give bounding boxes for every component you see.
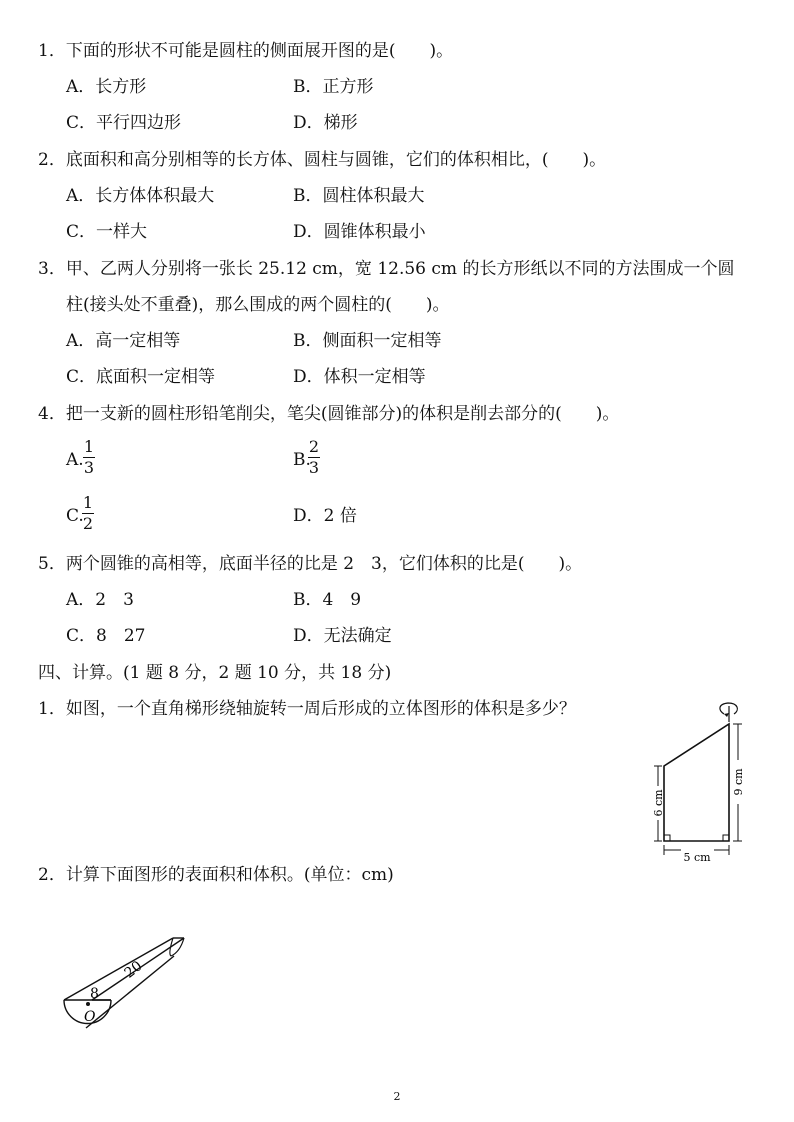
q4-option-a-prefix: A. <box>66 450 84 470</box>
q3-option-a: A．高一定相等 <box>66 331 181 351</box>
fraction-numerator: 1 <box>82 493 94 512</box>
arrowhead-icon <box>724 713 729 717</box>
q1-option-d: D．梯形 <box>293 113 358 133</box>
q5-option-b: B．4 9 <box>293 590 362 610</box>
center-label: O <box>84 1009 96 1025</box>
q5-option-c: C．8 27 <box>66 626 146 646</box>
fraction-numerator: 2 <box>308 437 320 456</box>
center-point <box>86 1002 90 1006</box>
fraction-denominator: 3 <box>308 458 320 477</box>
section4-q2: 2．计算下面图形的表面积和体积。(单位：cm) <box>38 865 394 885</box>
half-cylinder-figure <box>56 928 196 1033</box>
q2-option-a: A．长方体体积最大 <box>66 186 215 206</box>
q3-option-c: C．底面积一定相等 <box>66 367 216 387</box>
q4-option-d: D．2 倍 <box>293 506 357 526</box>
q4-stem: 4．把一支新的圆柱形铅笔削尖，笔尖(圆锥部分)的体积是削去部分的( )。 <box>38 404 620 424</box>
trapezoid-shape <box>664 724 729 841</box>
length-label: 20 <box>121 958 146 982</box>
q5-stem: 5．两个圆锥的高相等，底面半径的比是 2 3，它们体积的比是( )。 <box>38 554 583 574</box>
section4-q1: 1．如图，一个直角梯形绕轴旋转一周后形成的立体图形的体积是多少？ <box>38 699 576 719</box>
q2-stem: 2．底面积和高分别相等的长方体、圆柱与圆锥，它们的体积相比，( )。 <box>38 150 607 170</box>
trapezoid-figure <box>636 700 756 870</box>
fraction-denominator: 3 <box>83 458 95 477</box>
page-number: 2 <box>393 1090 401 1103</box>
radius-label: 8 <box>90 986 99 1002</box>
q3-stem: 3．甲、乙两人分别将一张长 25.12 cm，宽 12.56 cm 的长方形纸以不同的方法围成一个圆 <box>38 259 735 279</box>
q5-option-d: D．无法确定 <box>293 626 392 646</box>
fraction-denominator: 2 <box>82 514 94 533</box>
q1-option-b: B．正方形 <box>293 77 374 97</box>
right-height-label: 9 cm <box>732 768 745 796</box>
base-label: 5 cm <box>683 851 711 864</box>
section4-title: 四、计算。(1 题 8 分，2 题 10 分，共 18 分) <box>38 663 392 683</box>
fraction-numerator: 1 <box>83 437 95 456</box>
q4-option-b-prefix: B. <box>293 450 311 470</box>
left-height-label: 6 cm <box>652 789 665 817</box>
q1-stem: 1．下面的形状不可能是圆柱的侧面展开图的是( )。 <box>38 41 454 61</box>
q3-option-d: D．体积一定相等 <box>293 367 426 387</box>
q5-option-a: A．2 3 <box>66 590 134 610</box>
q1-option-a: A．长方形 <box>66 77 147 97</box>
q2-option-b: B．圆柱体积最大 <box>293 186 425 206</box>
q3-stem-continued: 柱(接头处不重叠)，那么围成的两个圆柱的( )。 <box>66 295 450 315</box>
q3-option-b: B．侧面积一定相等 <box>293 331 442 351</box>
q1-option-c: C．平行四边形 <box>66 113 182 133</box>
q2-option-d: D．圆锥体积最小 <box>293 222 426 242</box>
q4-option-c-prefix: C. <box>66 506 84 526</box>
q2-option-c: C．一样大 <box>66 222 148 242</box>
